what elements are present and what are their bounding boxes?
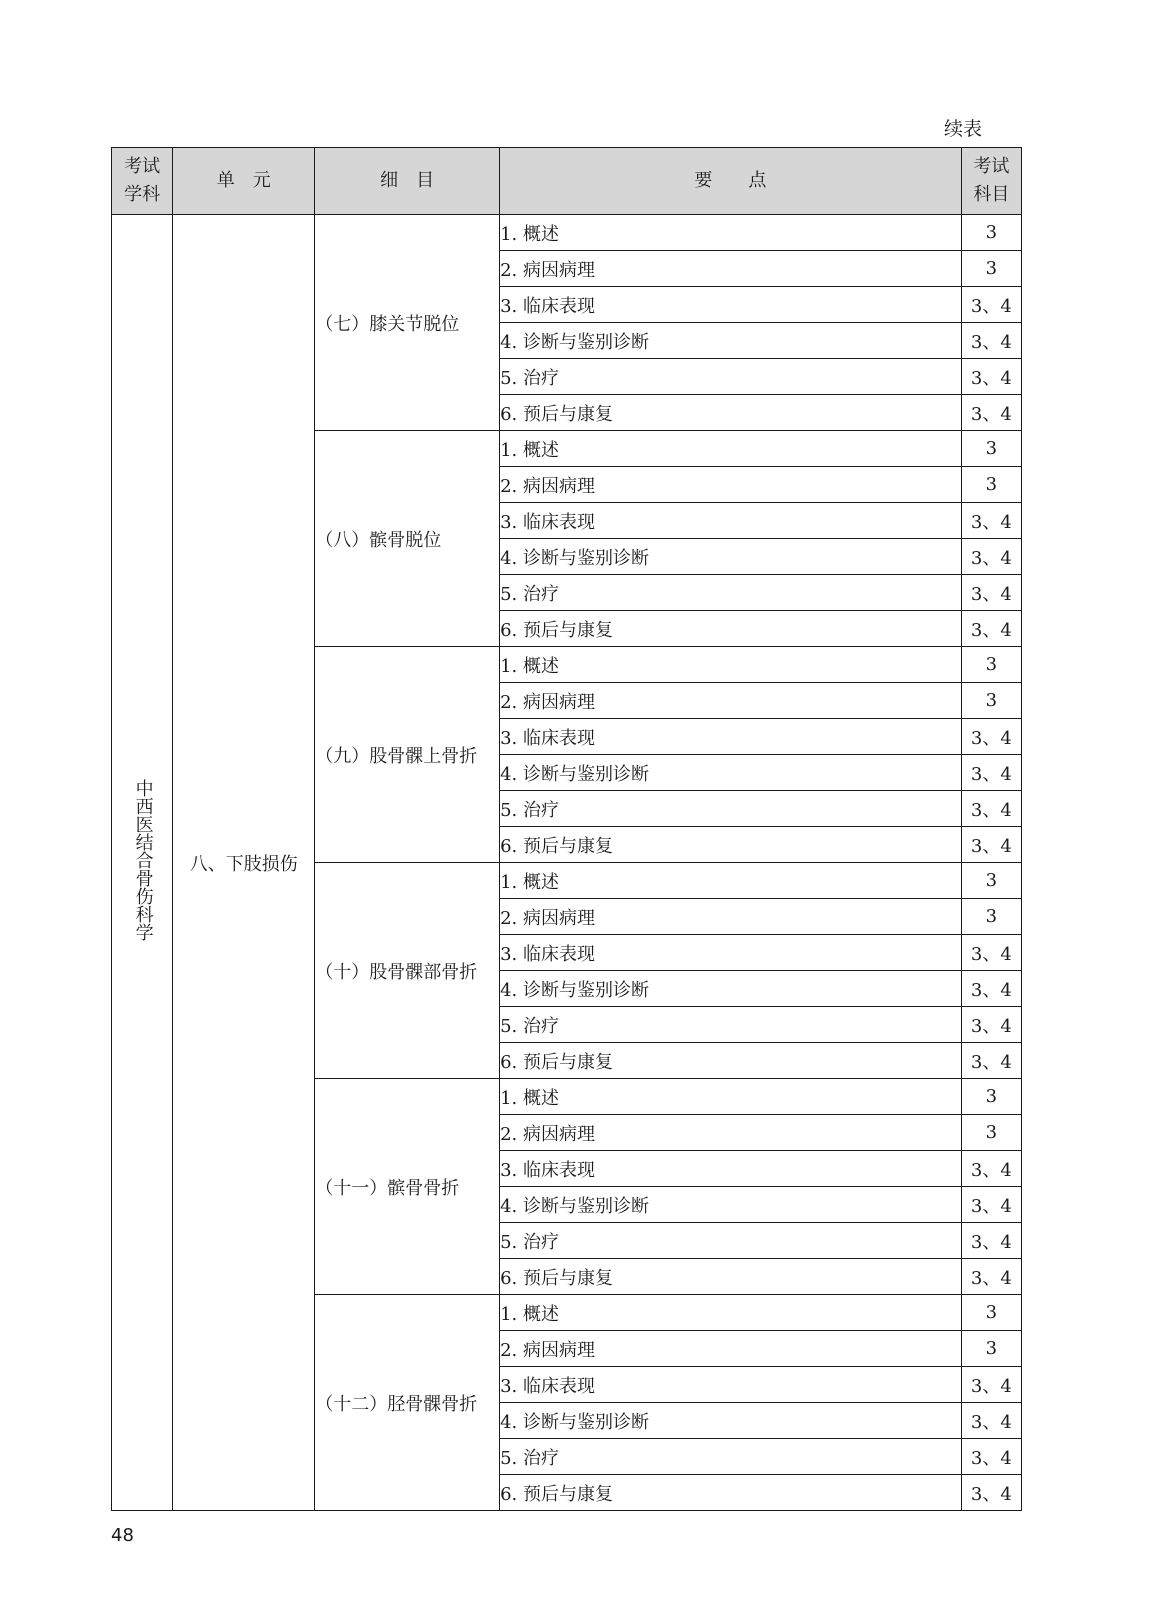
exam-cell: 3、4 bbox=[961, 1043, 1021, 1079]
unit-cell: 八、下肢损伤 bbox=[173, 215, 315, 1511]
point-cell: 4. 诊断与鉴别诊断 bbox=[500, 971, 962, 1007]
exam-cell: 3、4 bbox=[961, 287, 1021, 323]
point-cell: 6. 预后与康复 bbox=[500, 1043, 962, 1079]
header-item: 细 目 bbox=[315, 148, 500, 215]
exam-cell: 3、4 bbox=[961, 323, 1021, 359]
point-cell: 1. 概述 bbox=[500, 1295, 962, 1331]
header-unit: 单 元 bbox=[173, 148, 315, 215]
exam-cell: 3、4 bbox=[961, 971, 1021, 1007]
point-cell: 1. 概述 bbox=[500, 863, 962, 899]
point-cell: 1. 概述 bbox=[500, 215, 962, 251]
exam-cell: 3、4 bbox=[961, 1151, 1021, 1187]
item-cell: （十一）髌骨骨折 bbox=[315, 1079, 500, 1295]
exam-cell: 3、4 bbox=[961, 755, 1021, 791]
exam-cell: 3 bbox=[961, 467, 1021, 503]
syllabus-table bbox=[111, 147, 1022, 1511]
exam-cell: 3、4 bbox=[961, 935, 1021, 971]
exam-cell: 3、4 bbox=[961, 719, 1021, 755]
point-cell: 5. 治疗 bbox=[500, 359, 962, 395]
point-cell: 6. 预后与康复 bbox=[500, 1475, 962, 1511]
exam-cell: 3 bbox=[961, 431, 1021, 467]
point-cell: 4. 诊断与鉴别诊断 bbox=[500, 1403, 962, 1439]
point-cell: 6. 预后与康复 bbox=[500, 395, 962, 431]
subject-text: 中西医结合骨伤科学 bbox=[132, 779, 154, 941]
point-cell: 6. 预后与康复 bbox=[500, 827, 962, 863]
exam-cell: 3、4 bbox=[961, 1187, 1021, 1223]
point-cell: 5. 治疗 bbox=[500, 1223, 962, 1259]
point-cell: 2. 病因病理 bbox=[500, 467, 962, 503]
point-cell: 5. 治疗 bbox=[500, 575, 962, 611]
point-cell: 6. 预后与康复 bbox=[500, 1259, 962, 1295]
point-cell: 4. 诊断与鉴别诊断 bbox=[500, 755, 962, 791]
point-cell: 4. 诊断与鉴别诊断 bbox=[500, 1187, 962, 1223]
exam-cell: 3 bbox=[961, 1331, 1021, 1367]
point-cell: 1. 概述 bbox=[500, 431, 962, 467]
exam-cell: 3、4 bbox=[961, 395, 1021, 431]
point-cell: 3. 临床表现 bbox=[500, 935, 962, 971]
exam-cell: 3、4 bbox=[961, 1259, 1021, 1295]
exam-cell: 3、4 bbox=[961, 1403, 1021, 1439]
exam-cell: 3、4 bbox=[961, 1439, 1021, 1475]
item-cell: （八）髌骨脱位 bbox=[315, 431, 500, 647]
table-header bbox=[112, 148, 1022, 215]
item-cell: （七）膝关节脱位 bbox=[315, 215, 500, 431]
exam-cell: 3、4 bbox=[961, 1007, 1021, 1043]
point-cell: 5. 治疗 bbox=[500, 1439, 962, 1475]
exam-cell: 3、4 bbox=[961, 503, 1021, 539]
exam-cell: 3 bbox=[961, 215, 1021, 251]
exam-cell: 3 bbox=[961, 683, 1021, 719]
header-exam-line1: 考试 bbox=[973, 156, 1010, 177]
table-row bbox=[112, 215, 1022, 251]
point-cell: 2. 病因病理 bbox=[500, 899, 962, 935]
point-cell: 3. 临床表现 bbox=[500, 719, 962, 755]
point-cell: 5. 治疗 bbox=[500, 1007, 962, 1043]
header-subject-line1: 考试 bbox=[124, 156, 161, 177]
point-cell: 3. 临床表现 bbox=[500, 503, 962, 539]
header-point: 要 点 bbox=[500, 148, 962, 215]
exam-cell: 3 bbox=[961, 1079, 1021, 1115]
exam-cell: 3、4 bbox=[961, 827, 1021, 863]
exam-cell: 3、4 bbox=[961, 359, 1021, 395]
exam-cell: 3、4 bbox=[961, 611, 1021, 647]
point-cell: 4. 诊断与鉴别诊断 bbox=[500, 539, 962, 575]
exam-cell: 3、4 bbox=[961, 1223, 1021, 1259]
point-cell: 2. 病因病理 bbox=[500, 251, 962, 287]
point-cell: 5. 治疗 bbox=[500, 791, 962, 827]
exam-cell: 3 bbox=[961, 863, 1021, 899]
point-cell: 2. 病因病理 bbox=[500, 1331, 962, 1367]
subject-cell bbox=[112, 215, 173, 1511]
exam-cell: 3 bbox=[961, 647, 1021, 683]
item-cell: （十）股骨髁部骨折 bbox=[315, 863, 500, 1079]
point-cell: 3. 临床表现 bbox=[500, 1367, 962, 1403]
exam-cell: 3、4 bbox=[961, 575, 1021, 611]
table-body bbox=[112, 215, 1022, 1511]
exam-cell: 3 bbox=[961, 1295, 1021, 1331]
point-cell: 1. 概述 bbox=[500, 1079, 962, 1115]
point-cell: 3. 临床表现 bbox=[500, 1151, 962, 1187]
point-cell: 4. 诊断与鉴别诊断 bbox=[500, 323, 962, 359]
page-number: 48 bbox=[111, 1525, 134, 1546]
exam-cell: 3、4 bbox=[961, 539, 1021, 575]
exam-cell: 3、4 bbox=[961, 1475, 1021, 1511]
item-cell: （十二）胫骨髁骨折 bbox=[315, 1295, 500, 1511]
exam-cell: 3、4 bbox=[961, 791, 1021, 827]
point-cell: 2. 病因病理 bbox=[500, 683, 962, 719]
point-cell: 2. 病因病理 bbox=[500, 1115, 962, 1151]
point-cell: 3. 临床表现 bbox=[500, 287, 962, 323]
header-subject-line2: 学科 bbox=[124, 184, 161, 205]
header-exam-line2: 科目 bbox=[973, 184, 1010, 205]
header-exam bbox=[961, 148, 1021, 215]
point-cell: 1. 概述 bbox=[500, 647, 962, 683]
exam-cell: 3 bbox=[961, 899, 1021, 935]
header-subject bbox=[112, 148, 173, 215]
item-cell: （九）股骨髁上骨折 bbox=[315, 647, 500, 863]
point-cell: 6. 预后与康复 bbox=[500, 611, 962, 647]
exam-cell: 3 bbox=[961, 251, 1021, 287]
exam-cell: 3、4 bbox=[961, 1367, 1021, 1403]
continued-label: 续表 bbox=[944, 118, 983, 140]
exam-cell: 3 bbox=[961, 1115, 1021, 1151]
